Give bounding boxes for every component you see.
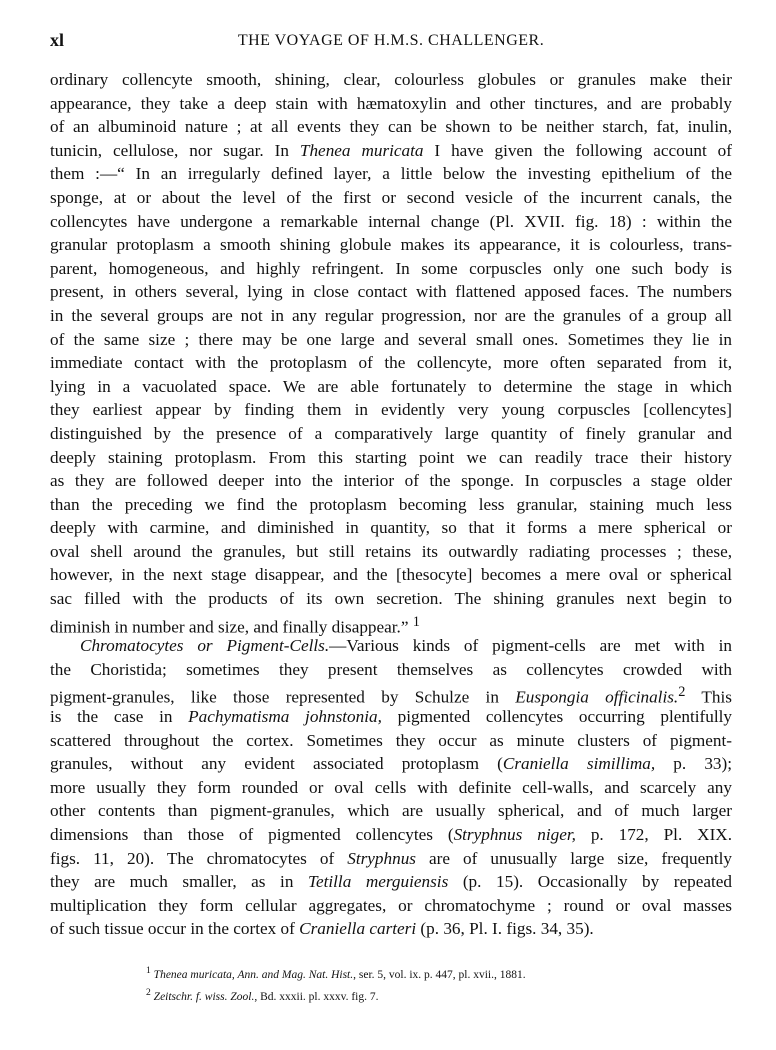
page-number: xl [50, 30, 65, 50]
page-header [50, 30, 732, 54]
text-line: tunicin, cellulose, nor sugar. In Thenea muricata I have given the following account of [50, 140, 732, 160]
running-title: THE VOYAGE OF H.M.S. CHALLENGER. [237, 32, 545, 49]
text-line: is the case in Pachymatisma johnstonia, pigmented collencytes occurring plentifully [50, 707, 732, 727]
text-line: dimensions than those of pigmented collencytes (Stryphnus niger, p. 172, Pl. XIX. [50, 825, 733, 844]
text-line: sac filled with the products of its own secretion. The shining granules next begin to [50, 589, 732, 609]
text-line: however, in the next stage disappear, and the [thesocyte] becomes a mere oval or spherical [50, 565, 732, 585]
text-line: figs. 11, 20). The chromatocytes of Stryphnus are of unusually large size, frequently [50, 848, 732, 868]
text-line: of the same size ; there may be one large and several small ones. Sometimes they lie in [50, 329, 732, 349]
paragraph [50, 68, 732, 637]
footnote: $^1$ Thenea muricata, Ann. and Mag. Nat. Hist., ser. 5, vol. ix. p. 447, pl. xvii., 1881. [146, 965, 526, 981]
text-line: deeply with carmine, and diminished in quantity, so that it forms a mere spherical or [50, 518, 732, 538]
text-line: sponge, at or about the level of the first or second vesicle of the incurrent canals, the [50, 187, 732, 207]
text-line: scattered throughout the cortex. Sometimes they occur as minute clusters of pigment- [50, 730, 732, 750]
text-line: present, in others several, lying in close contact with flattened apposed faces. The numbers [50, 282, 732, 302]
text-line: the Choristida; sometimes they present themselves as collencytes crowded with [50, 659, 732, 679]
text-line: Chromatocytes or Pigment-Cells.—Various kinds of pigment-cells are met with in [80, 636, 732, 656]
text-line: granules, without any evident associated protoplasm (Craniella simillima, p. 33); [50, 754, 733, 774]
text-line: granular protoplasm a smooth shining globule makes its appearance, it is colourless, trans- [50, 235, 732, 255]
text-line: them :—“ In an irregularly defined layer, a little below the investing epithelium of the [50, 164, 732, 184]
text-line: pigment-granules, like those represented by Schulze in Euspongia officinalis.$^2$ This [50, 684, 732, 708]
text-line: more usually they form rounded or oval cells with definite cell-walls, and scarcely any [50, 777, 732, 797]
footnotes [146, 962, 526, 1006]
text-line: they are much smaller, as in Tetilla merguiensis (p. 15). Occasionally by repeated [50, 872, 732, 892]
text-line: multiplication they form cellular aggregates, or chromatochyme ; round or oval masses [50, 895, 732, 915]
text-line: than the preceding we find the protoplasm becoming less granular, staining much less [50, 494, 732, 514]
text-line: deeply staining protoplasm. From this starting point we can readily trace their history [50, 447, 732, 467]
body-text [50, 68, 732, 941]
paragraph [50, 634, 732, 941]
text-line: parent, homogeneous, and highly refringent. In some corpuscles only one such body is [50, 258, 732, 278]
footnote: $^2$ Zeitschr. f. wiss. Zool., Bd. xxxii. pl. xxxv. fig. 7. [146, 986, 379, 1003]
text-line: immediate contact with the protoplasm of the collencyte, more often separated from it, [50, 353, 732, 373]
text-line: distinguished by the presence of a comparatively large quantity of finely granular and [50, 423, 732, 443]
text-line: other contents than pigment-granules, which are usually spherical, and of much larger [50, 801, 732, 821]
text-line: lying in a vacuolated space. We are able fortunately to determine the stage in which [50, 376, 732, 396]
text-line: collencytes have undergone a remarkable internal change (Pl. XVII. fig. 18) : within the [50, 211, 732, 231]
text-line: ordinary collencyte smooth, shining, clear, colourless globules or granules make their [50, 70, 732, 89]
text-line: in the several groups are not in any regular progression, nor are the granules of a group all [50, 305, 732, 325]
text-line: oval shell around the granules, but still retains its outwardly radiating processes ; these, [50, 541, 732, 561]
text-line: of such tissue occur in the cortex of Craniella carteri (p. 36, Pl. I. figs. 34, 35). [50, 919, 594, 939]
text-line: they earliest appear by finding them in evidently very young corpuscles [collencytes] [50, 400, 732, 420]
text-line: of an albuminoid nature ; at all events they can be shown to be neither starch, fat, inulin, [50, 117, 732, 137]
text-line: appearance, they take a deep stain with hæmatoxylin and other tinctures, and are probably [50, 93, 732, 113]
text-line: as they are followed deeper into the interior of the sponge. In corpuscles a stage older [50, 471, 732, 491]
text-line: diminish in number and size, and finally disappear.” $^1$ [50, 613, 420, 637]
